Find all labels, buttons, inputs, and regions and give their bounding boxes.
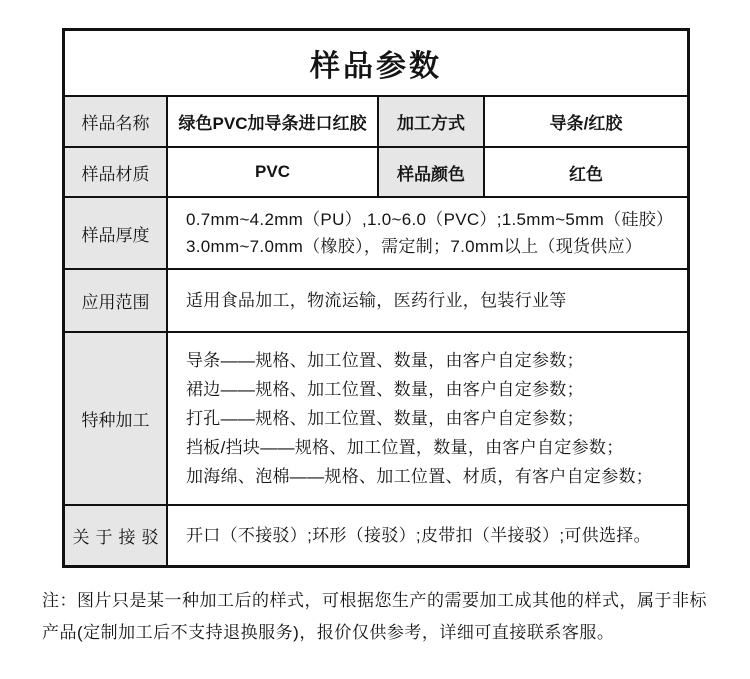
application-line: 适用食品加工，物流运输，医药行业，包装行业等 [186,291,567,310]
row-sample-material [65,146,687,196]
sample-material-value: PVC [166,148,377,196]
row-application-range [65,268,687,331]
special-processing-line: 导条——规格、加工位置、数量，由客户自定参数； [186,351,584,370]
joint-info-label-text: 关于接驳 [72,528,165,547]
sample-material-label: 样品材质 [65,148,166,196]
special-processing-label: 特种加工 [65,333,166,504]
row-special-processing [65,331,687,504]
sample-color-value: 红色 [483,148,687,196]
row-sample-thickness [65,196,687,268]
application-range-value [166,270,687,331]
special-processing-value [166,333,687,504]
row-joint-info [65,504,687,565]
table-title-row [65,31,687,95]
joint-info-label [65,506,166,565]
application-range-label: 应用范围 [65,270,166,331]
process-method-label: 加工方式 [377,97,483,146]
joint-info-value [166,506,687,565]
table-title: 样品参数 [310,50,442,83]
special-processing-line: 挡板/挡块——规格、加工位置，数量，由客户自定参数； [186,438,624,457]
process-method-value: 导条/红胶 [483,97,687,146]
sample-name-value: 绿色PVC加导条进口红胶 [166,97,377,146]
joint-info-line: 开口（不接驳）;环形（接驳）;皮带扣（半接驳）;可供选择。 [186,526,651,545]
sample-thickness-value [166,198,687,268]
thickness-line: 0.7mm~4.2mm（PU）,1.0~6.0（PVC）;1.5mm~5mm（硅胶） [186,210,674,229]
row-sample-name [65,95,687,146]
sample-thickness-label: 样品厚度 [65,198,166,268]
special-processing-line: 裙边——规格、加工位置、数量，由客户自定参数； [186,380,584,399]
sample-color-label: 样品颜色 [377,148,483,196]
footnote: 注：图片只是某一种加工后的样式，可根据您生产的需要加工成其他的样式，属于非标产品(定制加工后不支持退换服务)，报价仅供参考，详细可直接联系客服。 [42,591,707,642]
sample-name-label: 样品名称 [65,97,166,146]
thickness-line: 3.0mm~7.0mm（橡胶），需定制；7.0mm以上（现货供应） [186,237,643,256]
special-processing-line: 打孔——规格、加工位置、数量，由客户自定参数； [186,409,584,428]
spec-table [62,28,690,568]
special-processing-line: 加海绵、泡棉——规格、加工位置、材质，有客户自定参数； [186,467,654,486]
